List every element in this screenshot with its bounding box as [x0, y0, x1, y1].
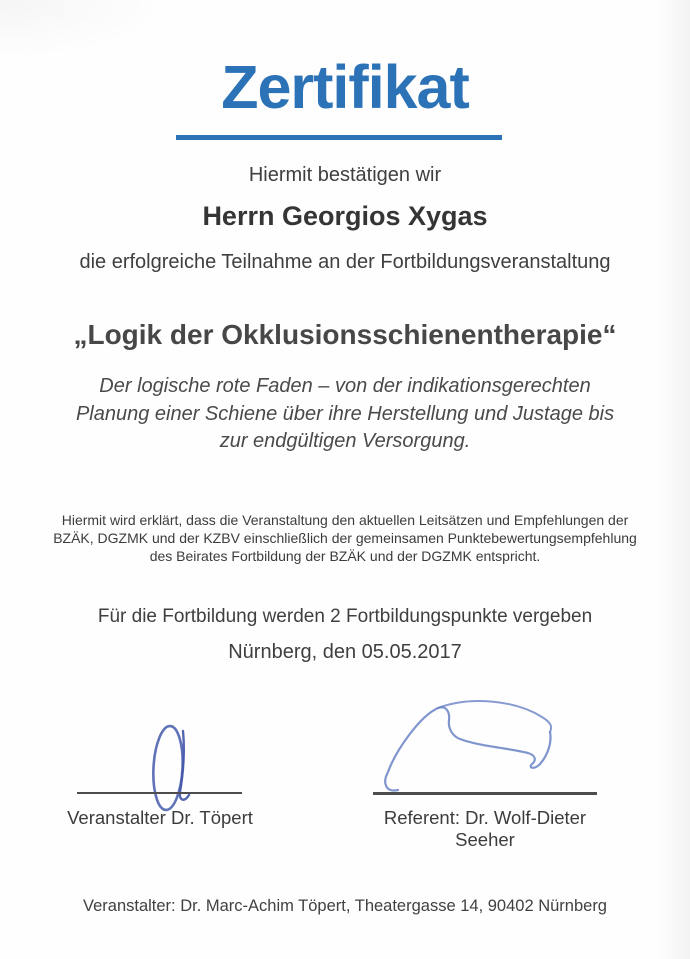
recipient-name: Herrn Georgios Xygas — [202, 201, 488, 231]
declaration-line-2: BZÄK, DGZMK und der KZBV einschließlich der gemeinsamen Punktebewertungsempfehlung — [53, 530, 637, 547]
place-date-line: Nürnberg, den 05.05.2017 — [228, 641, 462, 663]
course-subtitle — [0, 373, 690, 456]
certificate-title: Zertifikat — [221, 53, 469, 121]
declaration-line-3: des Beirates Fortbildung der BZÄK und der DGZMK entspricht. — [149, 548, 541, 565]
course-subtitle-line-2: Planung einer Schiene über ihre Herstellung und Justage bis — [75, 402, 615, 425]
course-subtitle-line-1: Der logische rote Faden – von der indikationsgerechten — [99, 375, 591, 397]
signature-line-right — [373, 792, 597, 795]
organizer-footer: Veranstalter: Dr. Marc-Achim Töpert, Theatergasse 14, 90402 Nürnberg — [83, 897, 607, 915]
course-title: „Logik der Okklusionsschienentherapie“ — [73, 319, 617, 350]
course-subtitle-line-3: zur endgültigen Versorgung. — [219, 430, 471, 452]
signature-label-right: Referent: Dr. Wolf-Dieter Seeher — [383, 807, 587, 850]
title-underline-rule — [176, 135, 502, 140]
signature-line-left — [77, 792, 242, 794]
intro-line: Hiermit bestätigen wir — [248, 164, 442, 186]
declaration-line-1: Hiermit wird erklärt, dass die Veranstaltung den aktuellen Leitsätzen und Empfehlungen der — [61, 512, 629, 528]
declaration-paragraph — [0, 511, 690, 566]
signature-label-left: Veranstalter Dr. Töpert — [67, 807, 253, 828]
signature-ink-right — [380, 692, 570, 797]
points-line: Für die Fortbildung werden 2 Fortbildungspunkte vergeben — [97, 606, 593, 627]
participation-line: die erfolgreiche Teilnahme an der Fortbildungsveranstaltung — [79, 251, 611, 273]
